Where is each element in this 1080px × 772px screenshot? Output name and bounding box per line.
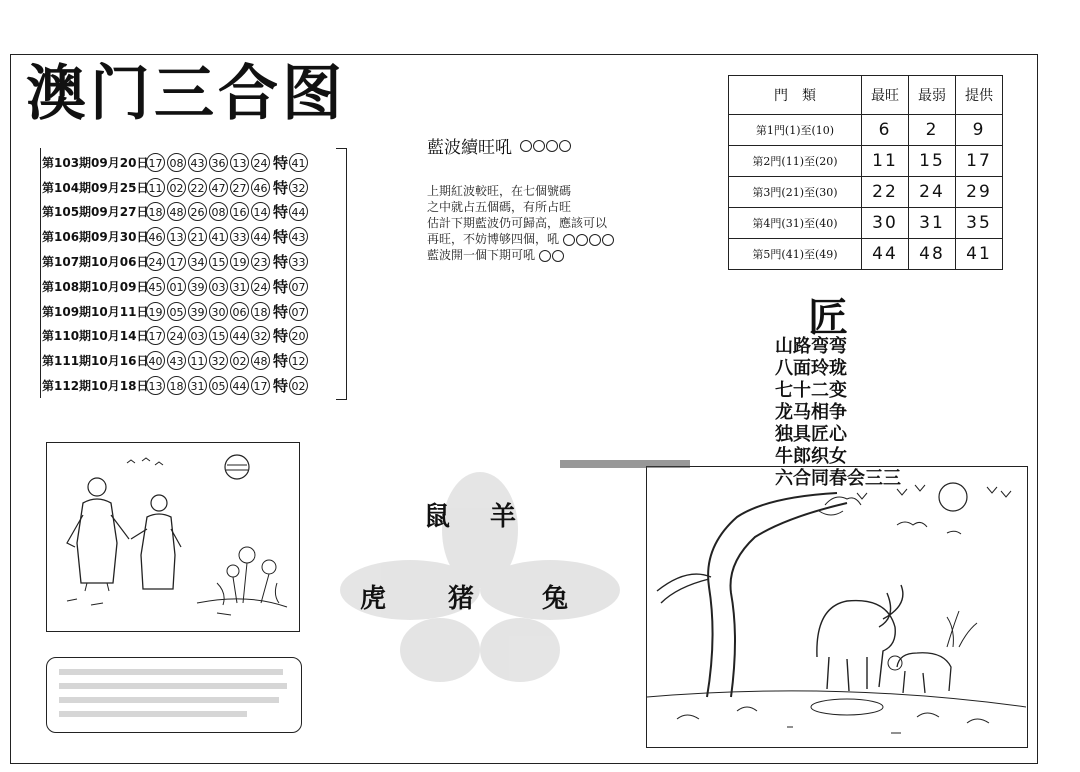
poem-line: 六合同春会三三 — [775, 468, 901, 489]
doors-header: 門 類 — [729, 76, 862, 115]
number-ball: 01 — [167, 277, 186, 296]
history-row — [42, 299, 340, 324]
small-ball — [552, 250, 564, 262]
history-label: 第104期09月25日 — [42, 180, 149, 195]
paragraph-line-text: 藍波開一個下期可吼 — [427, 248, 536, 262]
number-ball: 14 — [251, 202, 270, 221]
poem-line: 八面玲珑 — [775, 358, 847, 379]
number-ball: 24 — [167, 326, 186, 345]
number-ball: 13 — [146, 376, 165, 395]
special-ball: 02 — [289, 376, 308, 395]
number-ball: 13 — [230, 153, 249, 172]
history-row — [42, 200, 340, 225]
door-value: 44 — [862, 239, 909, 270]
number-ball: 24 — [251, 153, 270, 172]
special-ball: 32 — [289, 178, 308, 197]
doors-header: 最弱 — [909, 76, 956, 115]
small-ball — [539, 250, 551, 262]
number-ball: 17 — [251, 376, 270, 395]
doors-table — [728, 75, 1003, 270]
goats-drawing — [647, 467, 1026, 746]
small-ball — [563, 234, 575, 246]
number-ball: 34 — [188, 252, 207, 271]
history-label: 第108期10月09日 — [42, 279, 149, 294]
door-value: 31 — [909, 208, 956, 239]
door-label: 第2門(11)至(20) — [729, 146, 862, 177]
door-value: 15 — [909, 146, 956, 177]
door-value: 24 — [909, 177, 956, 208]
special-label: 特 — [273, 327, 289, 346]
door-value: 2 — [909, 115, 956, 146]
zodiac-hu: 虎 — [360, 584, 391, 614]
riddle-word: 匠 — [808, 294, 848, 341]
paragraph-line-text: 再旺，不妨博够四個，吼 — [427, 232, 560, 246]
note-scribble — [47, 658, 299, 730]
doors-row — [729, 115, 1003, 146]
page-title: 澳门三合图 — [26, 59, 346, 129]
special-label: 特 — [273, 178, 289, 197]
number-ball: 45 — [146, 277, 165, 296]
door-label: 第4門(31)至(40) — [729, 208, 862, 239]
special-label: 特 — [273, 153, 289, 172]
number-ball: 02 — [167, 178, 186, 197]
headline — [427, 133, 571, 158]
number-ball: 32 — [251, 326, 270, 345]
poem-line: 龙马相争 — [775, 402, 847, 423]
door-label: 第5門(41)至(49) — [729, 239, 862, 270]
history-row — [42, 249, 340, 274]
number-ball: 03 — [188, 326, 207, 345]
history-row — [42, 175, 340, 200]
number-ball: 36 — [209, 153, 228, 172]
door-value: 41 — [956, 239, 1003, 270]
history-label: 第112期10月18日 — [42, 379, 149, 394]
number-ball: 18 — [146, 202, 165, 221]
door-value: 17 — [956, 146, 1003, 177]
number-ball: 06 — [230, 302, 249, 321]
zodiac-tu: 兔 — [542, 584, 573, 614]
history-label: 第109期10月11日 — [42, 304, 149, 319]
history-row — [42, 224, 340, 249]
small-ball — [546, 140, 558, 152]
door-value: 6 — [862, 115, 909, 146]
doors-row — [729, 177, 1003, 208]
history-row — [42, 373, 340, 398]
number-ball: 39 — [188, 277, 207, 296]
paragraph-line — [427, 231, 657, 247]
number-ball: 05 — [167, 302, 186, 321]
history-label: 第105期09月27日 — [42, 205, 149, 220]
number-ball: 46 — [251, 178, 270, 197]
number-ball: 44 — [230, 376, 249, 395]
number-ball: 17 — [146, 326, 165, 345]
headline-text: 藍波續旺吼 — [427, 138, 512, 158]
special-ball: 43 — [289, 227, 308, 246]
special-label: 特 — [273, 253, 289, 272]
zodiac-zhu: 猪 — [448, 584, 479, 614]
door-value: 11 — [862, 146, 909, 177]
number-ball: 40 — [146, 351, 165, 370]
special-ball: 07 — [289, 302, 308, 321]
doors-header-row — [729, 76, 1003, 115]
number-ball: 15 — [209, 326, 228, 345]
number-ball: 16 — [230, 202, 249, 221]
small-ball — [520, 140, 532, 152]
special-ball: 44 — [289, 202, 308, 221]
number-ball: 43 — [188, 153, 207, 172]
number-ball: 32 — [209, 351, 228, 370]
number-ball: 44 — [230, 326, 249, 345]
note-box — [46, 657, 302, 733]
paragraph-line: 之中就占五個碼，有所占旺 — [427, 200, 572, 214]
special-label: 特 — [273, 352, 289, 371]
small-ball — [559, 140, 571, 152]
number-ball: 18 — [167, 376, 186, 395]
poem-line: 牛郎织女 — [775, 446, 847, 467]
door-value: 35 — [956, 208, 1003, 239]
special-ball: 07 — [289, 277, 308, 296]
history-row — [42, 324, 340, 349]
history-label: 第111期10月16日 — [42, 354, 149, 369]
number-ball: 24 — [251, 277, 270, 296]
special-label: 特 — [273, 203, 289, 222]
door-label: 第1門(1)至(10) — [729, 115, 862, 146]
number-ball: 19 — [230, 252, 249, 271]
number-ball: 15 — [209, 252, 228, 271]
number-ball: 17 — [167, 252, 186, 271]
special-ball: 20 — [289, 326, 308, 345]
special-label: 特 — [273, 228, 289, 247]
number-ball: 11 — [188, 351, 207, 370]
history-label: 第107期10月06日 — [42, 255, 149, 270]
illustration-goats — [646, 466, 1028, 748]
illustration-figures — [46, 442, 300, 632]
paragraph-line — [427, 247, 657, 263]
doors-row — [729, 239, 1003, 270]
number-ball: 17 — [146, 153, 165, 172]
number-ball: 27 — [230, 178, 249, 197]
door-value: 29 — [956, 177, 1003, 208]
special-ball: 12 — [289, 351, 308, 370]
number-ball: 22 — [188, 178, 207, 197]
history-row — [42, 150, 340, 175]
number-ball: 41 — [209, 227, 228, 246]
number-ball: 44 — [251, 227, 270, 246]
doors-row — [729, 146, 1003, 177]
history-label: 第110期10月14日 — [42, 329, 149, 344]
number-ball: 30 — [209, 302, 228, 321]
special-label: 特 — [273, 302, 289, 321]
number-ball: 19 — [146, 302, 165, 321]
door-label: 第3門(21)至(30) — [729, 177, 862, 208]
number-ball: 08 — [167, 153, 186, 172]
number-ball: 39 — [188, 302, 207, 321]
number-ball: 31 — [230, 277, 249, 296]
number-ball: 31 — [188, 376, 207, 395]
poem-line: 独具匠心 — [775, 424, 847, 445]
door-value: 48 — [909, 239, 956, 270]
doors-row — [729, 208, 1003, 239]
special-label: 特 — [273, 277, 289, 296]
number-ball: 33 — [230, 227, 249, 246]
doors-header: 最旺 — [862, 76, 909, 115]
history-row — [42, 348, 340, 373]
number-ball: 11 — [146, 178, 165, 197]
zodiac-yang: 羊 — [490, 502, 521, 532]
number-ball: 03 — [209, 277, 228, 296]
number-ball: 18 — [251, 302, 270, 321]
small-ball — [576, 234, 588, 246]
zodiac-shu: 鼠 — [424, 502, 455, 532]
history-label: 第103期09月20日 — [42, 155, 149, 170]
number-ball: 05 — [209, 376, 228, 395]
poem-line: 山路弯弯 — [775, 336, 847, 357]
poem-line: 七十二变 — [775, 380, 847, 401]
special-ball: 41 — [289, 153, 308, 172]
number-ball: 02 — [230, 351, 249, 370]
number-ball: 48 — [251, 351, 270, 370]
small-ball — [589, 234, 601, 246]
door-value: 30 — [862, 208, 909, 239]
history-row — [42, 274, 340, 299]
paragraph-line: 上期紅波較旺，在七個號碼 — [427, 184, 572, 198]
draw-history — [42, 150, 340, 398]
number-ball: 47 — [209, 178, 228, 197]
number-ball: 23 — [251, 252, 270, 271]
paragraph-line: 估計下期藍波仍可歸高，應該可以 — [427, 216, 608, 230]
special-ball: 33 — [289, 252, 308, 271]
special-label: 特 — [273, 377, 289, 396]
number-ball: 21 — [188, 227, 207, 246]
small-ball — [602, 234, 614, 246]
number-ball: 08 — [209, 202, 228, 221]
number-ball: 26 — [188, 202, 207, 221]
history-label: 第106期09月30日 — [42, 230, 149, 245]
number-ball: 13 — [167, 227, 186, 246]
door-value: 22 — [862, 177, 909, 208]
number-ball: 24 — [146, 252, 165, 271]
print-smudge — [560, 460, 690, 468]
figures-drawing — [47, 443, 298, 630]
small-ball — [533, 140, 545, 152]
door-value: 9 — [956, 115, 1003, 146]
number-ball: 43 — [167, 351, 186, 370]
analysis-paragraph — [427, 183, 657, 263]
headline-balls — [520, 140, 571, 152]
number-ball: 46 — [146, 227, 165, 246]
number-ball: 48 — [167, 202, 186, 221]
doors-header: 提供 — [956, 76, 1003, 115]
